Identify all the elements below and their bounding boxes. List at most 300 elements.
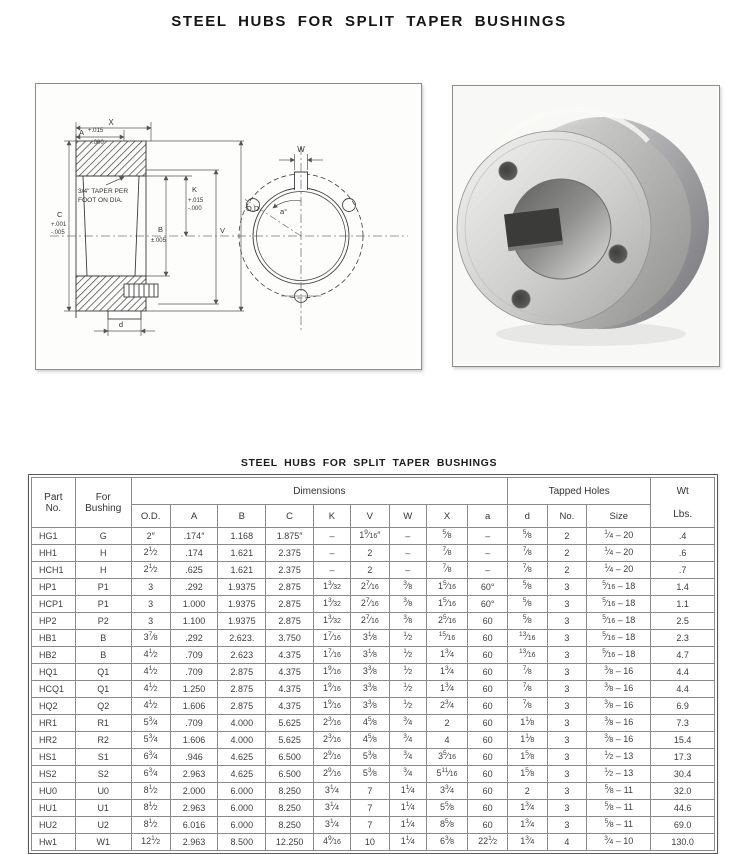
table-cell: $^{15}$⁄16 — [426, 630, 468, 647]
table-cell: $2^7⁄16$ — [350, 579, 389, 596]
table-cell: .946 — [170, 749, 218, 766]
table-cell: $1^1⁄4$ — [389, 783, 426, 800]
table-cell: 7 — [350, 783, 389, 800]
table-cell: $8^1⁄2$ — [131, 800, 170, 817]
table-cell: R1 — [75, 715, 131, 732]
table-cell: $5^{11}⁄16$ — [426, 766, 468, 783]
dim-label-a: A — [79, 128, 85, 137]
table-cell: $^3$⁄8 — [389, 613, 426, 630]
table-cell: 1.1 — [651, 596, 715, 613]
table-cell: – — [468, 528, 508, 545]
table-cell: $3^1⁄8$ — [350, 647, 389, 664]
table-cell: $^7$⁄8 — [426, 545, 468, 562]
table-cell: 60 — [468, 698, 508, 715]
table-cell: $3^1⁄4$ — [314, 783, 351, 800]
table-cell: 60 — [468, 681, 508, 698]
table-cell: $1^1⁄8$ — [507, 732, 547, 749]
dim-label-b: B — [158, 225, 164, 234]
table-cell: $2^7⁄16$ — [350, 613, 389, 630]
table-cell: 7 — [350, 800, 389, 817]
table-cell: HP1 — [32, 579, 76, 596]
table-cell: $1^1⁄4$ — [389, 800, 426, 817]
table-cell: 1.000 — [170, 596, 218, 613]
table-cell: $8^5⁄8$ — [426, 817, 468, 834]
front-view — [239, 146, 363, 330]
table-cell: $^3$⁄8 – 16 — [587, 732, 651, 749]
table-cell: $8^1⁄2$ — [131, 817, 170, 834]
table-cell: 60 — [468, 715, 508, 732]
table-cell: 2.623. — [218, 630, 266, 647]
dim-label-c-tol-plus: +.001 — [51, 222, 67, 228]
table-cell: 2.875 — [266, 579, 314, 596]
col-header-size: Size — [587, 505, 651, 528]
table-cell: HQ1 — [32, 664, 76, 681]
table-cell: 10 — [350, 834, 389, 851]
table-cell: B — [75, 647, 131, 664]
table-cell: $5^3⁄8$ — [350, 766, 389, 783]
table-cell: 3 — [547, 579, 587, 596]
table-cell: 3 — [131, 596, 170, 613]
table-cell: 60 — [468, 732, 508, 749]
table-cell: 1.100 — [170, 613, 218, 630]
table-cell: $^1$⁄4 – 20 — [587, 545, 651, 562]
table-cell: U1 — [75, 800, 131, 817]
table-cell: $1^3⁄4$ — [426, 664, 468, 681]
taper-note-line2: FOOT ON DIA. — [78, 197, 123, 204]
table-row — [32, 528, 715, 545]
dim-label-k: K — [192, 185, 198, 194]
table-cell: 4.375 — [266, 681, 314, 698]
table-cell: $^3$⁄8 – 16 — [587, 681, 651, 698]
table-cell: 1.606 — [170, 698, 218, 715]
table-cell: 8.500 — [218, 834, 266, 851]
table-cell: 3 — [547, 681, 587, 698]
table-cell: $5^5⁄8$ — [426, 800, 468, 817]
table-cell: $^7$⁄8 — [507, 681, 547, 698]
table-cell: $1^5⁄8$ — [507, 766, 547, 783]
table-cell: $6^3⁄8$ — [426, 834, 468, 851]
table-cell: – — [389, 562, 426, 579]
table-cell: $1^1⁄8$ — [507, 715, 547, 732]
tapped-hole — [343, 199, 356, 212]
table-cell: $^1$⁄2 — [389, 698, 426, 715]
cross-section-view — [76, 134, 158, 319]
table-cell: $1^7⁄16$ — [314, 647, 351, 664]
table-cell: $^7$⁄8 — [507, 664, 547, 681]
table-cell: $2^3⁄4$ — [426, 698, 468, 715]
table-cell: 60 — [468, 664, 508, 681]
table-cell: 2 — [547, 528, 587, 545]
table-cell: 17.3 — [651, 749, 715, 766]
table-cell: 3.750 — [266, 630, 314, 647]
table-cell: $3^1⁄4$ — [314, 800, 351, 817]
table-cell: 2″ — [131, 528, 170, 545]
col-header-no: No. — [547, 505, 587, 528]
table-cell: – — [468, 545, 508, 562]
table-cell: HS2 — [32, 766, 76, 783]
table-cell: 4.375 — [266, 698, 314, 715]
table-cell: HU1 — [32, 800, 76, 817]
table-cell: 6.000 — [218, 817, 266, 834]
table-cell: $6^3⁄4$ — [131, 766, 170, 783]
table-cell: .4 — [651, 528, 715, 545]
table-cell: $4^1⁄2$ — [131, 647, 170, 664]
table-cell: 3 — [547, 613, 587, 630]
table-cell: $2^3⁄16$ — [314, 732, 351, 749]
table-cell: $^3$⁄8 – 16 — [587, 715, 651, 732]
table-cell: HCQ1 — [32, 681, 76, 698]
col-header-for-bushing: For Bushing — [75, 478, 131, 528]
table-cell: HB2 — [32, 647, 76, 664]
dim-label-a-tol-plus: +.015 — [88, 128, 104, 134]
table-cell: 2.875 — [218, 698, 266, 715]
table-cell: $^5$⁄8 — [507, 579, 547, 596]
table-cell: 2.5 — [651, 613, 715, 630]
table-cell: HR2 — [32, 732, 76, 749]
dim-label-d: d — [118, 320, 124, 329]
col-header-part-no: Part No. — [32, 478, 76, 528]
table-cell: .625 — [170, 562, 218, 579]
table-row — [32, 834, 715, 851]
specs-table-wrap — [28, 474, 718, 854]
table-cell: 32.0 — [651, 783, 715, 800]
table-cell: – — [314, 545, 351, 562]
table-cell: 6.000 — [218, 800, 266, 817]
table-cell: 2 — [547, 562, 587, 579]
table-cell: S1 — [75, 749, 131, 766]
table-cell: HCH1 — [32, 562, 76, 579]
table-cell: 1.4 — [651, 579, 715, 596]
table-row — [32, 698, 715, 715]
table-cell: 2.375 — [266, 562, 314, 579]
table-row — [32, 579, 715, 596]
table-cell: $^7$⁄8 — [507, 562, 547, 579]
table-cell: 2 — [507, 783, 547, 800]
table-cell: U0 — [75, 783, 131, 800]
table-cell: 60 — [468, 613, 508, 630]
table-cell: $^1$⁄2 — [389, 664, 426, 681]
table-cell: 130.0 — [651, 834, 715, 851]
table-cell: $^1$⁄2 — [389, 681, 426, 698]
table-cell: $4^1⁄2$ — [131, 681, 170, 698]
table-cell: HCP1 — [32, 596, 76, 613]
table-cell: $3^5⁄16$ — [426, 749, 468, 766]
table-cell: $1^5⁄16$ — [426, 596, 468, 613]
table-row — [32, 800, 715, 817]
table-cell: 4.625 — [218, 766, 266, 783]
table-row — [32, 562, 715, 579]
table-cell: $3^7⁄8$ — [131, 630, 170, 647]
table-cell: 2 — [350, 562, 389, 579]
table-cell: 1.875″ — [266, 528, 314, 545]
table-cell: .292 — [170, 630, 218, 647]
table-cell: 2.000 — [170, 783, 218, 800]
table-row — [32, 749, 715, 766]
bolt-hole — [609, 245, 627, 263]
table-cell: $^1$⁄2 – 13 — [587, 749, 651, 766]
table-cell: – — [389, 545, 426, 562]
table-cell: $4^9⁄16$ — [314, 834, 351, 851]
table-cell: HU2 — [32, 817, 76, 834]
table-cell: 3 — [547, 664, 587, 681]
table-cell: U2 — [75, 817, 131, 834]
table-cell: $4^5⁄8$ — [350, 732, 389, 749]
table-cell: $1^3⁄32$ — [314, 596, 351, 613]
table-cell: 3 — [547, 715, 587, 732]
table-cell: $3^1⁄8$ — [350, 630, 389, 647]
table-cell: 6.9 — [651, 698, 715, 715]
technical-drawing-figure — [35, 83, 422, 370]
table-cell: 8.250 — [266, 783, 314, 800]
table-cell: $^3$⁄8 – 16 — [587, 664, 651, 681]
table-cell: $1^5⁄8$ — [507, 749, 547, 766]
table-cell: $2^9⁄16$ — [314, 766, 351, 783]
table-cell: $3^3⁄4$ — [426, 783, 468, 800]
table-row — [32, 613, 715, 630]
table-cell: $^5$⁄8 – 11 — [587, 783, 651, 800]
table-cell: 4.000 — [218, 715, 266, 732]
table-cell: W1 — [75, 834, 131, 851]
table-cell: $^7$⁄8 — [426, 562, 468, 579]
col-header-d: d — [507, 505, 547, 528]
table-cell: 6.500 — [266, 766, 314, 783]
table-cell: $^5$⁄8 — [507, 596, 547, 613]
table-row — [32, 664, 715, 681]
dim-label-b-tol: ±.005 — [151, 238, 166, 244]
table-cell: $^1$⁄4 – 20 — [587, 562, 651, 579]
col-header-x: X — [426, 505, 468, 528]
table-cell: 4.000 — [218, 732, 266, 749]
table-cell: 2.875 — [218, 664, 266, 681]
table-cell: $^1$⁄2 — [389, 630, 426, 647]
table-cell: $1^3⁄32$ — [314, 579, 351, 596]
dim-label-a-tol-minus: -.000 — [90, 140, 104, 146]
table-cell: R2 — [75, 732, 131, 749]
table-cell: 2.3 — [651, 630, 715, 647]
table-cell: $^5$⁄16 – 18 — [587, 579, 651, 596]
table-cell: $^{13}$⁄16 — [507, 630, 547, 647]
table-cell: $^5$⁄8 – 11 — [587, 817, 651, 834]
table-cell: $3^3⁄8$ — [350, 681, 389, 698]
table-cell: 2 — [350, 545, 389, 562]
table-cell: $1^1⁄4$ — [389, 817, 426, 834]
dim-label-c: C — [57, 210, 63, 219]
table-cell: HS1 — [32, 749, 76, 766]
table-cell: $2^9⁄16$ — [314, 749, 351, 766]
dim-label-od: O.D. — [246, 204, 262, 213]
dim-label-v: V — [220, 226, 226, 235]
col-header-v: V — [350, 505, 389, 528]
table-row — [32, 783, 715, 800]
hub-technical-drawing — [36, 84, 419, 367]
table-cell: P1 — [75, 596, 131, 613]
table-row — [32, 817, 715, 834]
table-cell: $1^3⁄32$ — [314, 613, 351, 630]
table-cell: $1^3⁄4$ — [426, 681, 468, 698]
table-cell: 44.6 — [651, 800, 715, 817]
table-cell: 1.9375 — [218, 579, 266, 596]
table-cell: $^5$⁄16 – 18 — [587, 613, 651, 630]
table-cell: HG1 — [32, 528, 76, 545]
table-cell: 2.875 — [266, 596, 314, 613]
table-cell: $^5$⁄8 – 11 — [587, 800, 651, 817]
table-cell: 4 — [426, 732, 468, 749]
table-cell: $^3$⁄4 — [389, 715, 426, 732]
table-cell: $1^3⁄4$ — [507, 817, 547, 834]
table-cell: 3 — [131, 579, 170, 596]
table-cell: $1^9⁄16$ — [314, 698, 351, 715]
table-cell: $1^3⁄4$ — [426, 647, 468, 664]
table-cell: 3 — [547, 749, 587, 766]
table-row — [32, 715, 715, 732]
table-cell: 1.250 — [170, 681, 218, 698]
table-cell: $2^5⁄16$ — [426, 613, 468, 630]
table-cell: Q2 — [75, 698, 131, 715]
table-cell: 4 — [547, 834, 587, 851]
table-cell: 69.0 — [651, 817, 715, 834]
col-header-wt: Wt Lbs. — [651, 478, 715, 528]
table-cell: 60 — [468, 749, 508, 766]
table-cell: $1^3⁄4$ — [507, 834, 547, 851]
table-cell: 8.250 — [266, 817, 314, 834]
table-cell: 3 — [547, 783, 587, 800]
table-cell: $^7$⁄8 — [507, 698, 547, 715]
table-row — [32, 630, 715, 647]
table-cell: 4.7 — [651, 647, 715, 664]
col-header-angle-a: a — [468, 505, 508, 528]
table-cell: .174″ — [170, 528, 218, 545]
table-cell: 60 — [468, 766, 508, 783]
table-cell: $^5$⁄16 – 18 — [587, 596, 651, 613]
dim-label-k-tol-plus: +.015 — [188, 198, 204, 204]
table-cell: $^3$⁄8 — [389, 579, 426, 596]
table-cell: 4.375 — [266, 664, 314, 681]
table-cell: 1.9375 — [218, 613, 266, 630]
table-cell: B — [75, 630, 131, 647]
table-cell: $6^3⁄4$ — [131, 749, 170, 766]
page-title: STEEL HUBS FOR SPLIT TAPER BUSHINGS — [171, 13, 567, 30]
table-cell: 7.3 — [651, 715, 715, 732]
table-cell: P1 — [75, 579, 131, 596]
table-cell: Q1 — [75, 681, 131, 698]
table-cell: $^3$⁄4 — [389, 766, 426, 783]
taper-note-line1: 3/4″ TAPER PER — [78, 188, 129, 195]
table-cell: $8^1⁄2$ — [131, 783, 170, 800]
table-cell: – — [314, 562, 351, 579]
dim-label-w: W — [297, 145, 305, 154]
specs-table-body — [32, 528, 715, 851]
table-cell: 15.4 — [651, 732, 715, 749]
table-cell: $^5$⁄8 — [507, 528, 547, 545]
table-cell: $^3$⁄8 – 16 — [587, 698, 651, 715]
dim-label-x: X — [108, 118, 114, 127]
table-cell: 1.621 — [218, 562, 266, 579]
table-cell: $2^1⁄2$ — [131, 562, 170, 579]
table-cell: $3^1⁄4$ — [314, 817, 351, 834]
table-row — [32, 766, 715, 783]
table-cell: 2.963 — [170, 834, 218, 851]
table-cell: Hw1 — [32, 834, 76, 851]
table-cell: HB1 — [32, 630, 76, 647]
col-header-b: B — [218, 505, 266, 528]
table-cell: $2^1⁄2$ — [131, 545, 170, 562]
table-cell: $5^3⁄4$ — [131, 715, 170, 732]
bolt-hole — [512, 290, 530, 308]
table-cell: 3 — [547, 698, 587, 715]
col-header-c: C — [266, 505, 314, 528]
table-cell: 3 — [547, 630, 587, 647]
col-header-w: W — [389, 505, 426, 528]
group-header-tapped-holes: Tapped Holes — [507, 478, 650, 505]
table-cell: $4^1⁄2$ — [131, 664, 170, 681]
table-cell: $^1$⁄4 – 20 — [587, 528, 651, 545]
table-cell: $5^3⁄8$ — [350, 749, 389, 766]
table-cell: 2.875 — [266, 613, 314, 630]
table-cell: .292 — [170, 579, 218, 596]
table-cell: $^{13}$⁄16 — [507, 647, 547, 664]
table-cell: 1.621 — [218, 545, 266, 562]
table-cell: H — [75, 562, 131, 579]
table-cell: $4^5⁄8$ — [350, 715, 389, 732]
steel-hub-photo — [453, 86, 717, 364]
table-cell: $^5$⁄8 — [507, 613, 547, 630]
table-cell: 4.4 — [651, 681, 715, 698]
table-cell: 5.625 — [266, 715, 314, 732]
table-cell: .709 — [170, 647, 218, 664]
table-cell: $5^3⁄4$ — [131, 732, 170, 749]
table-cell: 6.000 — [218, 783, 266, 800]
table-cell: 3 — [547, 800, 587, 817]
table-cell: $^7$⁄8 — [507, 545, 547, 562]
specs-table — [31, 477, 715, 851]
table-cell: 60 — [468, 630, 508, 647]
table-caption: STEEL HUBS FOR SPLIT TAPER BUSHINGS — [240, 457, 498, 469]
table-cell: 60° — [468, 579, 508, 596]
table-row — [32, 596, 715, 613]
table-cell: 3 — [547, 817, 587, 834]
table-cell: H — [75, 545, 131, 562]
table-cell: $4^1⁄2$ — [131, 698, 170, 715]
table-cell: 3 — [547, 766, 587, 783]
col-header-a: A — [170, 505, 218, 528]
table-cell: $1^7⁄16$ — [314, 630, 351, 647]
table-row — [32, 732, 715, 749]
group-header-dimensions: Dimensions — [131, 478, 507, 505]
table-cell: 4.4 — [651, 664, 715, 681]
table-cell: HP2 — [32, 613, 76, 630]
table-cell: 2.375 — [266, 545, 314, 562]
table-cell: .709 — [170, 664, 218, 681]
table-cell: $^5$⁄16 – 18 — [587, 647, 651, 664]
bolt-hole — [499, 162, 517, 180]
table-cell: 3 — [547, 732, 587, 749]
table-row — [32, 681, 715, 698]
table-cell: .174 — [170, 545, 218, 562]
table-cell: .6 — [651, 545, 715, 562]
table-cell: 2 — [426, 715, 468, 732]
table-cell: 12.250 — [266, 834, 314, 851]
table-cell: $^3$⁄4 — [389, 732, 426, 749]
table-cell: $^5$⁄16 – 18 — [587, 630, 651, 647]
table-cell: 60 — [468, 647, 508, 664]
table-cell: 4.625 — [218, 749, 266, 766]
table-cell: – — [389, 528, 426, 545]
table-cell: $2^3⁄16$ — [314, 715, 351, 732]
table-cell: 3 — [131, 613, 170, 630]
table-cell: 2.963 — [170, 800, 218, 817]
table-cell: $^1$⁄2 – 13 — [587, 766, 651, 783]
table-cell: HR1 — [32, 715, 76, 732]
